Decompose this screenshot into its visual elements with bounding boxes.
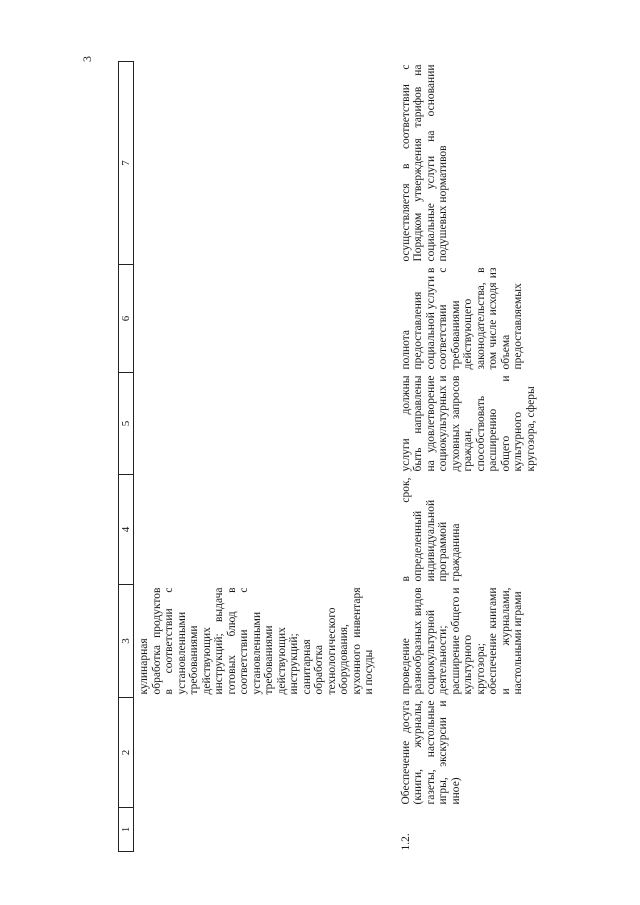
service-indicators <box>134 265 396 373</box>
header-row <box>119 62 134 852</box>
service-term: в срок, определенный индивидуальной программой гражданина <box>399 477 462 582</box>
service-content: проведение разнообразных видов социокультурной деятельности; расширение общего и культурного кругозора; обеспечение книгами и журналами, настольными играми <box>399 587 524 695</box>
table-row <box>396 62 540 852</box>
header-cell: 5 <box>119 373 134 475</box>
service-name <box>134 698 396 808</box>
header-cell: 3 <box>119 585 134 698</box>
header-cell: 6 <box>119 265 134 373</box>
service-standard <box>134 373 396 475</box>
service-content: кулинарная обработка продуктов в соответствии с установленными требованиями действующих инструкций; выдача готовых блюд в соответствии с установленными требованиями действующих инструкций; санитарная обработка технологического оборудования, кухонного инвентаря и посуды <box>138 587 375 695</box>
header-cell: 2 <box>119 698 134 808</box>
page-number: 3 <box>80 56 94 62</box>
table-row <box>134 62 396 852</box>
service-conditions: осуществляется в соответствии с Порядком утверждения тарифов на социальные услуги на основании подушевых нормативов <box>399 64 449 262</box>
row-number: 1.2. <box>399 833 412 851</box>
row-number <box>134 808 396 852</box>
header-cell: 1 <box>119 808 134 852</box>
service-term <box>134 475 396 585</box>
service-name: Обеспечение досуга (книги, журналы, газеты, настольные игры, экскурсии и иное) <box>399 700 462 805</box>
rotated-table-area <box>118 62 638 852</box>
header-cell: 7 <box>119 62 134 265</box>
header-cell: 4 <box>119 475 134 585</box>
service-indicators: полнота предоставления социальной услуги в соответствии с требованиями действующего законодательства, в том числе исходя из объема предоставляемых <box>399 267 524 370</box>
services-table <box>118 61 539 852</box>
service-standard: услуги должны быть направлены на удовлетворение социокультурных и духовных запросов граждан, способствовать расширению общего и культурного кругозора, сферы <box>399 375 537 472</box>
service-conditions <box>134 62 396 265</box>
